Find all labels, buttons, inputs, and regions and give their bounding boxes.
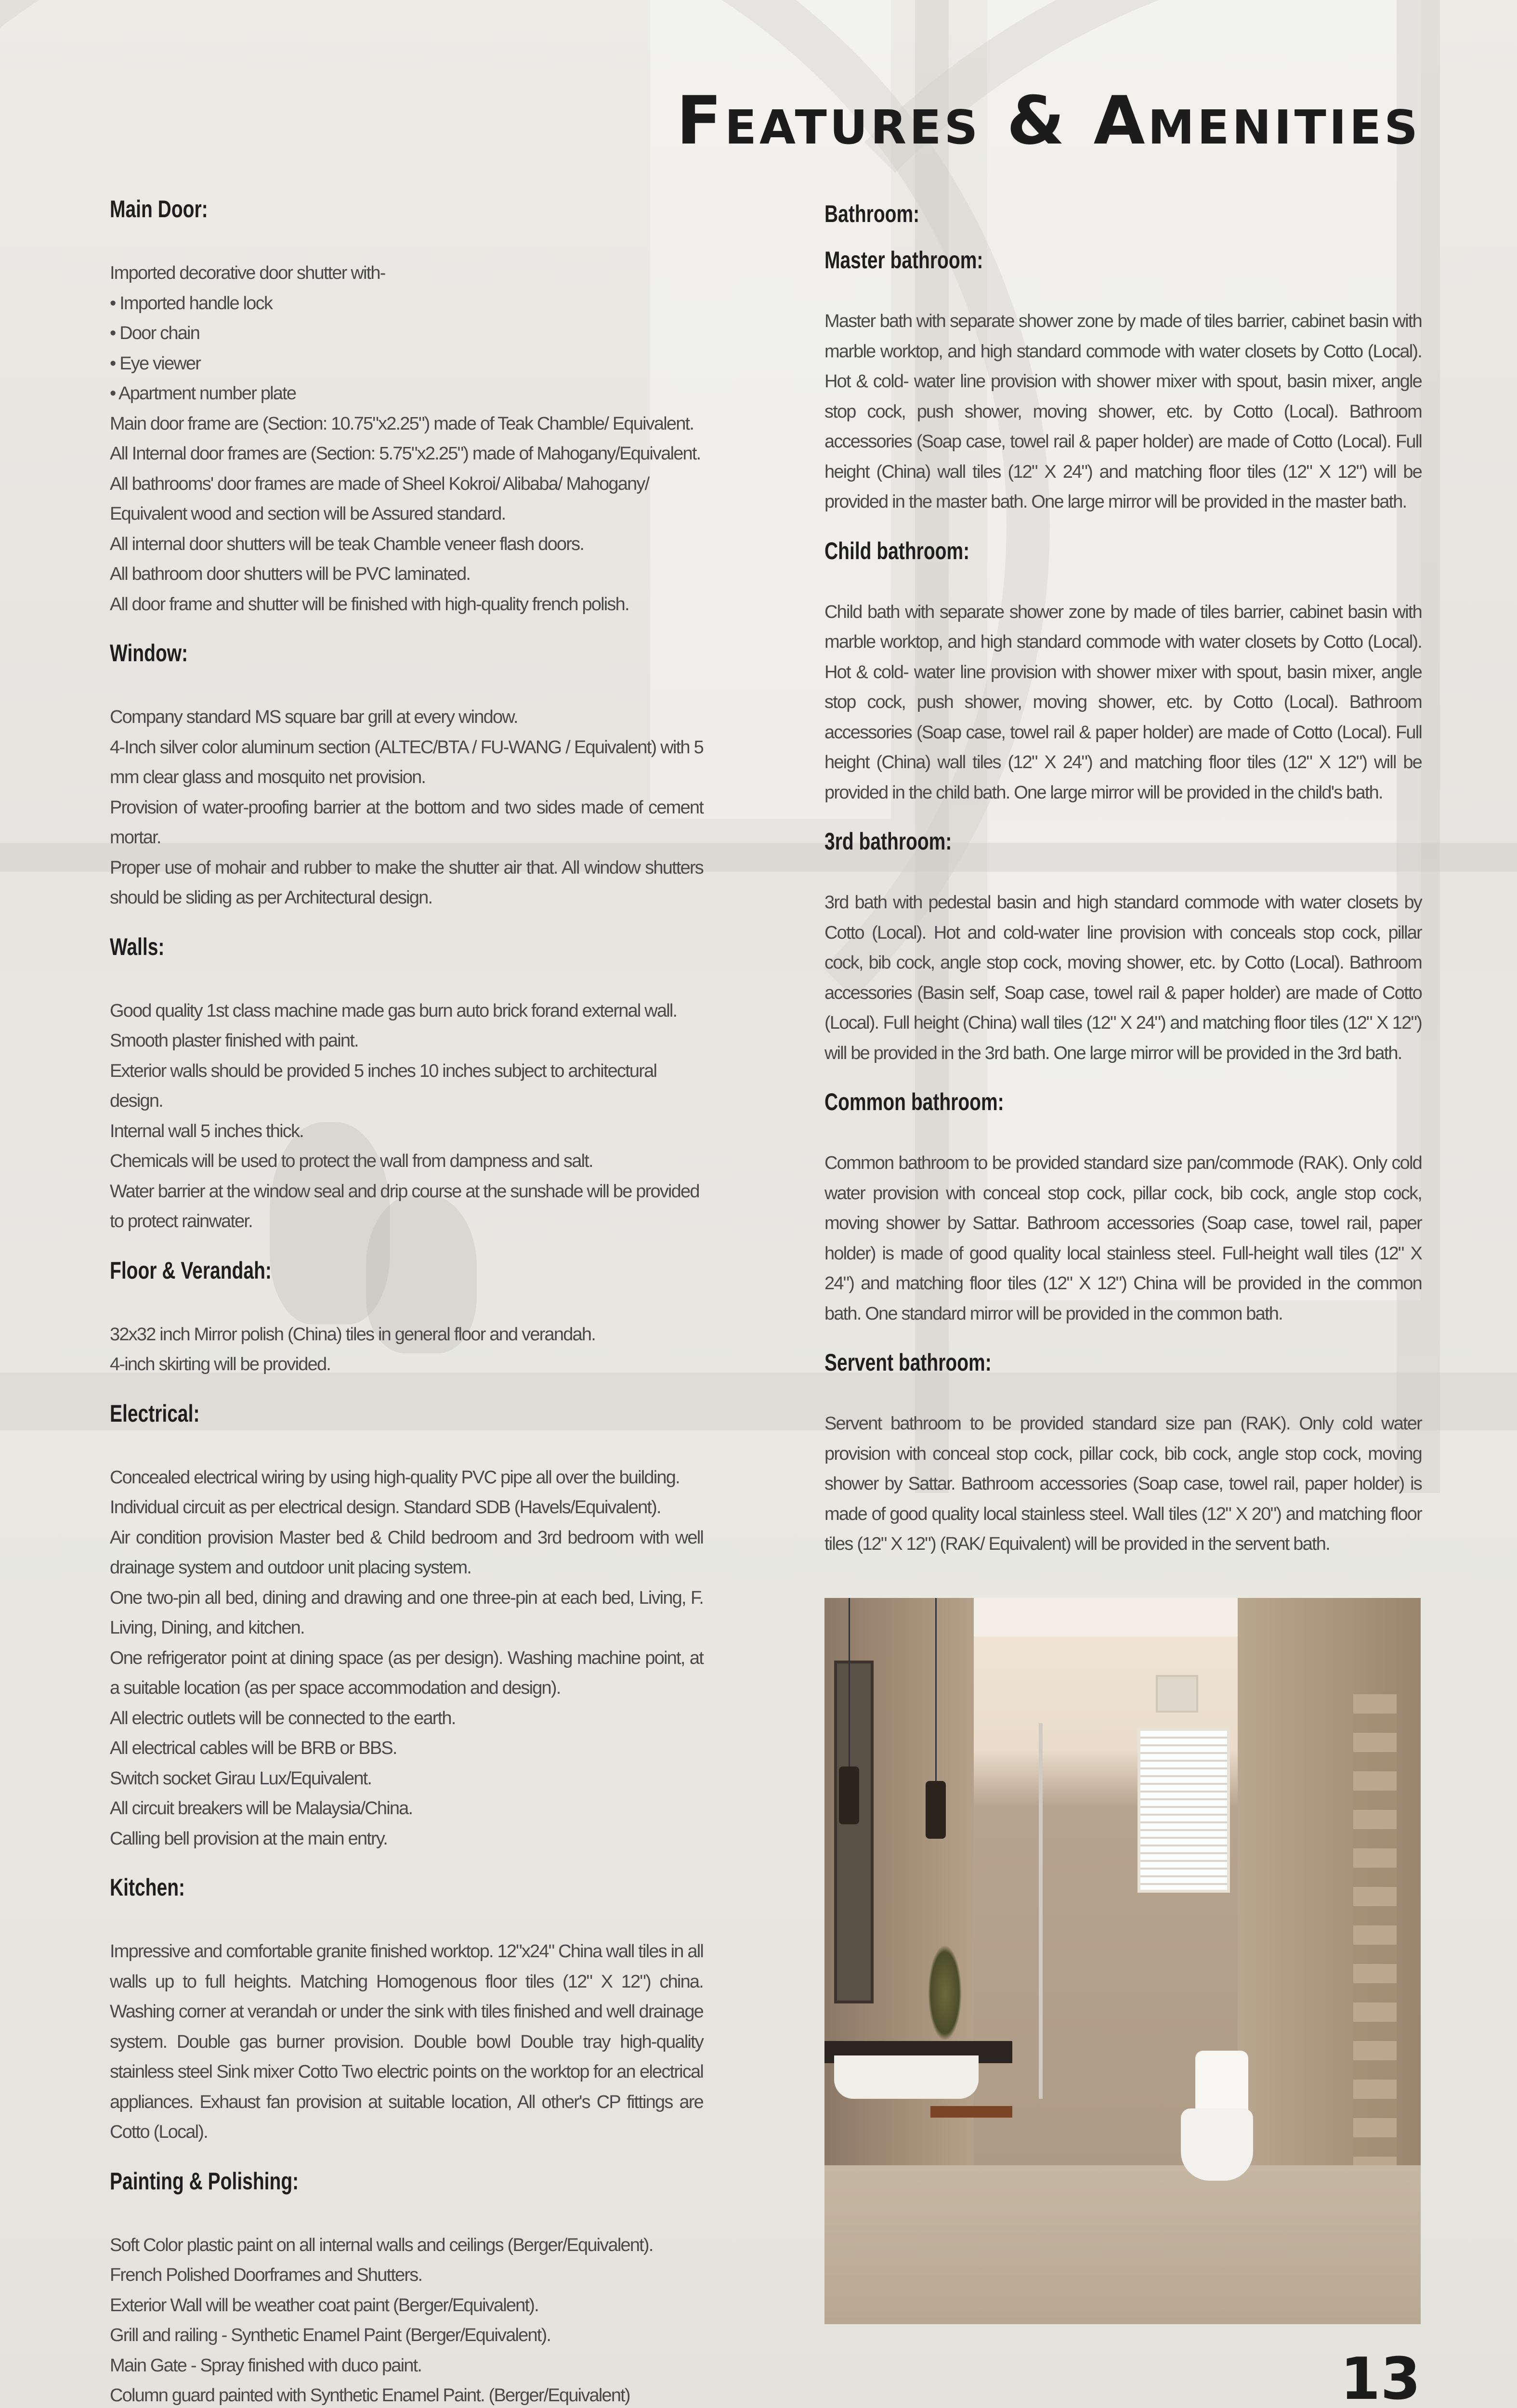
subsection-body xyxy=(824,888,1422,1068)
section-heading: Floor & Verandah: xyxy=(110,1256,272,1284)
section-line: Exterior Wall will be weather coat paint (Berger/Equivalent). xyxy=(110,2295,538,2316)
section-line: One refrigerator point at dining space (as per design). Washing machine point, at a suitable location (as per space accommodation and design). xyxy=(110,1648,703,1698)
section-line: 4-inch skirting will be provided. xyxy=(110,1354,331,1374)
right-column xyxy=(824,193,1422,1577)
subsection-master-bathroom xyxy=(824,244,1422,517)
section-electrical xyxy=(110,1397,703,1854)
section-line: All door frame and shutter will be finished with high-quality french polish. xyxy=(110,594,629,615)
subsection-body xyxy=(824,597,1422,808)
section-line: Column guard painted with Synthetic Enamel Paint. (Berger/Equivalent) xyxy=(110,2385,630,2406)
section-body xyxy=(110,258,703,619)
section-line: Main Gate - Spray finished with duco paint. xyxy=(110,2355,422,2376)
section-main-door xyxy=(110,193,703,619)
section-floor-verandah xyxy=(110,1254,703,1380)
section-body xyxy=(110,1463,703,1854)
section-line: Grill and railing - Synthetic Enamel Paint (Berger/Equivalent). xyxy=(110,2325,551,2345)
section-line: Main door frame are (Section: 10.75"x2.25") made of Teak Chamble/ Equivalent. xyxy=(110,413,694,434)
page-title: Features & Amenities xyxy=(676,82,1421,159)
section-heading: Electrical: xyxy=(110,1400,200,1427)
subsection-heading: Master bathroom: xyxy=(824,247,983,274)
bathroom-subsections xyxy=(824,244,1422,1559)
section-heading: Painting & Polishing: xyxy=(110,2167,299,2195)
left-column xyxy=(110,193,703,2408)
section-kitchen xyxy=(110,1871,703,2147)
section-walls xyxy=(110,930,703,1237)
section-line: All electrical cables will be BRB or BBS. xyxy=(110,1738,397,1758)
section-line: Good quality 1st class machine made gas burn auto brick forand external wall. xyxy=(110,1000,677,1021)
section-line: Concealed electrical wiring by using high-quality PVC pipe all over the building. xyxy=(110,1467,680,1488)
subsection-text: Child bath with separate shower zone by made of tiles barrier, cabinet basin with marble worktop, and high standard commode with water closets by Cotto (Local). Hot & cold- water line provision with shower mixer with spout, basin mixer, angle stop cock, push shower, moving shower, etc. by Cotto (Local). Bathroom accessories (Soap case, towel rail & paper holder) are made of Cotto (Local). Full height (China) wall tiles (12" X 24") and matching floor tiles (12" X 12") will be provided in the child bath. One large mirror will be provided in the child's bath. xyxy=(824,602,1422,803)
section-line: Air condition provision Master bed & Child bedroom and 3rd bedroom with well drainage system and outdoor unit placing system. xyxy=(110,1527,703,1578)
bathroom-heading: Bathroom: xyxy=(824,200,920,227)
section-line: • Imported handle lock xyxy=(110,293,273,314)
section-line: Switch socket Girau Lux/Equivalent. xyxy=(110,1768,372,1789)
subsection-heading: Servent bathroom: xyxy=(824,1349,992,1376)
section-line: Calling bell provision at the main entry. xyxy=(110,1828,388,1849)
subsection-text: 3rd bath with pedestal basin and high standard commode with water closets by Cotto (Local). Hot and cold-water line provision with conceals stop cock, pillar cock, bib cock, angle stop cock, moving shower, etc. by Cotto (Local). Bathroom accessories (Basin self, Soap case, towel rail & paper holder) are made of Cotto (Local). Full height (China) wall tiles (12" X 24") and matching floor tiles (12" X 12") will be provided in the 3rd bath. One large mirror will be provided in the 3rd bath. xyxy=(824,892,1422,1063)
subsection-body xyxy=(824,306,1422,517)
section-body xyxy=(110,2230,703,2408)
section-line: • Eye viewer xyxy=(110,353,201,374)
section-heading: Main Door: xyxy=(110,196,208,222)
section-line: All Internal door frames are (Section: 5.75"x2.25") made of Mahogany/Equivalent. xyxy=(110,444,701,464)
section-painting-polishing xyxy=(110,2165,703,2408)
bathroom-photo xyxy=(824,1598,1421,2324)
subsection-heading: 3rd bathroom: xyxy=(824,828,952,855)
section-line: Individual circuit as per electrical design. Standard SDB (Havels/Equivalent). xyxy=(110,1497,661,1518)
page-number: 13 xyxy=(1340,2346,1421,2408)
section-line: Exterior walls should be provided 5 inches 10 inches subject to architectural design. xyxy=(110,1060,657,1111)
section-line: All bathrooms' door frames are made of Sheel Kokroi/ Alibaba/ Mahogany/ Equivalent wood and section will be Assured standard. xyxy=(110,473,649,524)
subsection-common-bathroom xyxy=(824,1086,1422,1329)
section-line: Soft Color plastic paint on all internal walls and ceilings (Berger/Equivalent). xyxy=(110,2235,653,2255)
section-line: Impressive and comfortable granite finished worktop. 12"x24" China wall tiles in all walls up to full heights. Matching Homogenous floor tiles (12" X 12") china. Washing corner at verandah or under the sink with tiles finished and well drainage system. Double gas burner provision. Double bowl Double tray high-quality stainless steel Sink mixer Cotto Two electric points on the worktop for an electrical appliances. Exhaust fan provision at suitable location, All other's CP fittings are Cotto (Local). xyxy=(110,1941,703,2142)
section-heading: Kitchen: xyxy=(110,1874,185,1901)
section-line: Internal wall 5 inches thick. xyxy=(110,1121,303,1141)
section-line: All circuit breakers will be Malaysia/China. xyxy=(110,1798,413,1819)
subsection-child-bathroom xyxy=(824,535,1422,808)
section-window xyxy=(110,637,703,913)
section-heading: Walls: xyxy=(110,933,165,960)
section-heading: Window: xyxy=(110,640,188,667)
subsection-heading: Child bathroom: xyxy=(824,537,970,564)
section-line: All bathroom door shutters will be PVC laminated. xyxy=(110,564,471,584)
section-line: French Polished Doorframes and Shutters. xyxy=(110,2265,422,2285)
subsection-text: Master bath with separate shower zone by made of tiles barrier, cabinet basin with marble worktop, and high standard commode with water closets by Cotto (Local). Hot & cold- water line provision with shower mixer with spout, basin mixer, angle stop cock, push shower, moving shower, etc. by Cotto (Local). Bathroom accessories (Soap case, towel rail & paper holder) are made of Cotto (Local). Full height (China) wall tiles (12" X 24") and matching floor tiles (12" X 12") will be provided in the master bath. One large mirror will be provided in the master bath. xyxy=(824,311,1422,512)
section-line: All internal door shutters will be teak Chamble veneer flash doors. xyxy=(110,534,584,554)
section-line: • Apartment number plate xyxy=(110,383,296,404)
section-line: Chemicals will be used to protect the wall from dampness and salt. xyxy=(110,1151,593,1171)
subsection-text: Common bathroom to be provided standard size pan/commode (RAK). Only cold water provision with conceal stop cock, pillar cock, bib cock, angle stop cock, moving shower by Sattar. Bathroom accessories (Soap case, towel rail, paper holder) is made of good quality local stainless steel. Full-height wall tiles (12" X 24") and matching floor tiles (12" X 12") China will be provided in the common bath. One standard mirror will be provided in the common bath. xyxy=(824,1153,1422,1324)
section-line: Water barrier at the window seal and drip course at the sunshade will be provided to protect rainwater. xyxy=(110,1181,699,1231)
section-body xyxy=(110,1937,703,2147)
subsection-text: Servent bathroom to be provided standard size pan (RAK). Only cold water provision with conceal stop cock, pillar cock, bib cock, angle stop cock, moving shower by Sattar. Bathroom accessories (Soap case, towel rail, paper holder) is made of good quality local stainless steel. Wall tiles (12" X 20") and matching floor tiles (12" X 12") (RAK/ Equivalent) will be provided in the servent bath. xyxy=(824,1413,1422,1554)
section-line: Imported decorative door shutter with- xyxy=(110,263,385,283)
section-line: Proper use of mohair and rubber to make the shutter air that. All window shutters should be sliding as per Architectural design. xyxy=(110,857,703,908)
subsection-3rd-bathroom xyxy=(824,825,1422,1068)
section-body xyxy=(110,996,703,1237)
section-line: Company standard MS square bar grill at every window. xyxy=(110,707,518,727)
section-line: Smooth plaster finished with paint. xyxy=(110,1031,358,1051)
section-line: Provision of water-proofing barrier at the bottom and two sides made of cement mortar. xyxy=(110,797,703,848)
subsection-servent-bathroom xyxy=(824,1346,1422,1559)
section-body xyxy=(110,1320,703,1380)
section-line: 4-Inch silver color aluminum section (ALTEC/BTA / FU-WANG / Equivalent) with 5 mm clear glass and mosquito net provision. xyxy=(110,737,703,787)
section-line: 32x32 inch Mirror polish (China) tiles in general floor and verandah. xyxy=(110,1324,595,1345)
subsection-heading: Common bathroom: xyxy=(824,1088,1004,1115)
section-line: All electric outlets will be connected to the earth. xyxy=(110,1708,456,1728)
section-line: One two-pin all bed, dining and drawing and one three-pin at each bed, Living, F. Living, Dining, and kitchen. xyxy=(110,1587,703,1638)
section-line: • Door chain xyxy=(110,323,200,343)
subsection-body xyxy=(824,1409,1422,1559)
subsection-body xyxy=(824,1148,1422,1329)
section-body xyxy=(110,702,703,913)
